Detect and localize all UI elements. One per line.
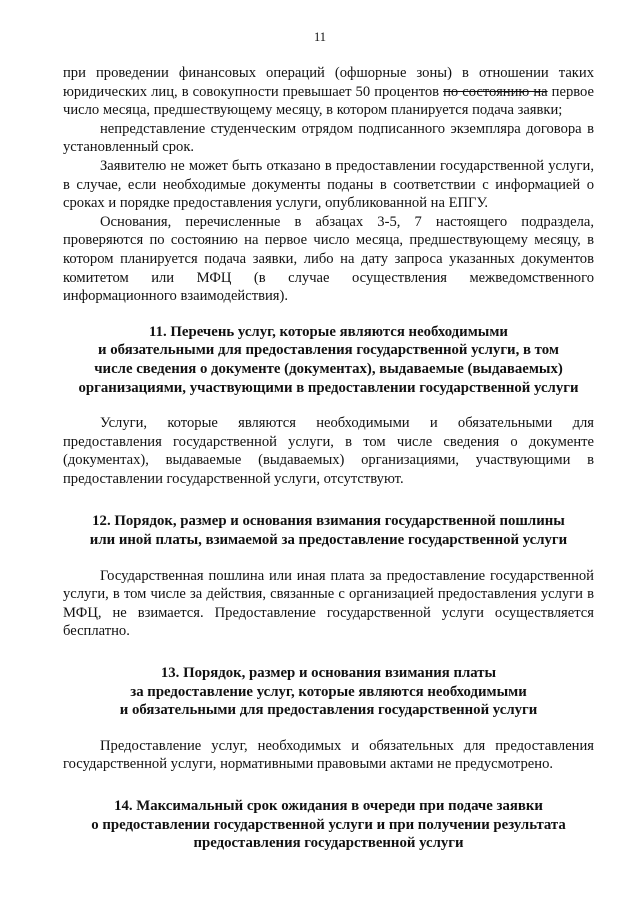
section-13-heading (63, 664, 594, 720)
strikethrough-text: по состоянию на (443, 83, 548, 100)
paragraph-offshore-clause (63, 64, 594, 120)
heading-line: организациями, участвующими в предоставлении государственной услуги (78, 379, 579, 396)
paragraph-offshore-text-b: первое число месяца, предшествующему месяцу, в котором планируется подача заявки; (63, 83, 595, 119)
section-14-heading (63, 797, 594, 853)
heading-line: за предоставление услуг, которые являются необходимыми (130, 683, 527, 700)
heading-line: 14. Максимальный срок ожидания в очереди при подаче заявки (114, 798, 543, 814)
heading-line: числе сведения о документе (документах), выдаваемые (выдаваемых) (94, 360, 563, 377)
section-13-text: Предоставление услуг, необходимых и обязательных для предоставления государственной услуги, нормативными правовыми актами не предусмотрено. (63, 737, 594, 773)
paragraph-offshore-text-a: при проведении финансовых операций (офшорные зоны) в отношении таких юридических лиц, в совокупности превышает 50 процентов (63, 65, 594, 100)
paragraph-refusal-exception: Заявителю не может быть отказано в предоставлении государственной услуги, в случае, если необходимые документы поданы в соответствии с информацией о сроках и порядке предоставления услуги, опубликованной на ЕПГУ. (63, 157, 594, 212)
section-11-heading (63, 323, 594, 397)
heading-line: и обязательными для предоставления государственной услуги (119, 702, 538, 719)
heading-line: предоставления государственной услуги (193, 835, 464, 852)
paragraph-grounds-check: Основания, перечисленные в абзацах 3-5, 7 настоящего подраздела, проверяются по состоянию на первое число месяца, предшествующему месяцу, в котором планируется подача заявки, либо на дату запроса указанных документов комитетом или МФЦ (в случае осуществления межведомственного информационного взаимодействия). (63, 213, 594, 305)
heading-line: 11. Перечень услуг, которые являются необходимыми (149, 323, 508, 340)
document-body (63, 64, 594, 853)
heading-line: 13. Порядок, размер и основания взимания платы (160, 665, 497, 682)
section-11-text: Услуги, которые являются необходимыми и обязательными для предоставления государственной услуги, в том числе сведения о документе (документах), выдаваемые (выдаваемых) организациями, участвующими в предоставлении государственной услуги, отсутствуют. (63, 415, 594, 487)
heading-line: и обязательными для предоставления государственной услуги, в том (98, 342, 559, 359)
page-number: 11 (313, 30, 327, 44)
section-12-heading (63, 512, 594, 549)
heading-line: о предоставлении государственной услуги и при получении результата (91, 816, 566, 833)
paragraph-contract-clause: непредставление студенческим отрядом подписанного экземпляра договора в установленный срок. (63, 120, 594, 156)
heading-line: или иной платы, взимаемой за предоставление государственной услуги (89, 532, 568, 549)
heading-line: 12. Порядок, размер и основания взимания государственной пошлины (92, 513, 565, 530)
section-12-text: Государственная пошлина или иная плата за предоставление государственной услуги, в том числе за действия, связанные с организацией предоставления услуги в МФЦ, не взимается. Предоставление государственной услуги осуществляется бесплатно. (63, 567, 594, 640)
